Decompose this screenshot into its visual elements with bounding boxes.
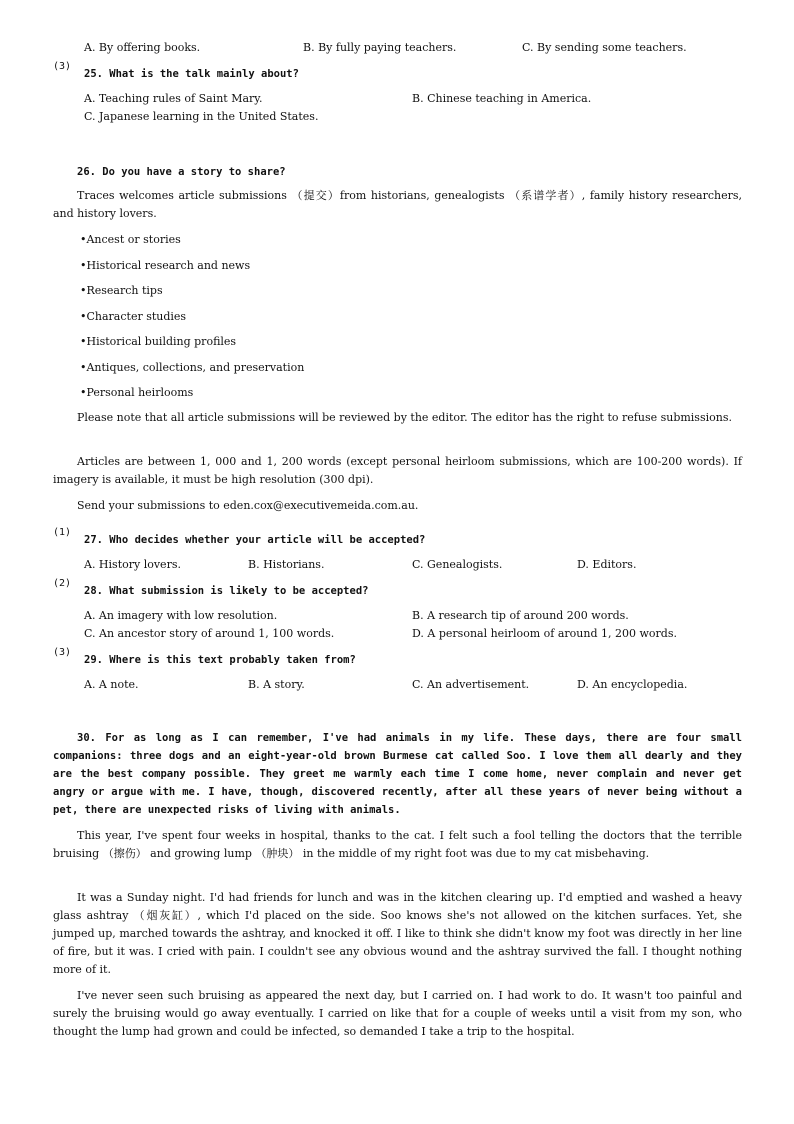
passage30-paragraph-3: It was a Sunday night. I'd had friends for lunch and was in the kitchen clearing up. I'd emptied and washed a heavy glass ashtray （烟灰缸）, which I'd placed on the side. Soo knows she's not allowed on the kitchen surfaces. Yet, she jumped up, marched towards the ashtray, and knocked it off. I like to think she didn't know my foot was directly in her line of fire, but it was. I cried with pain. I couldn't see any obvious wound and the ashtray survived the fall. I thought nothing more of it.	[53, 891, 742, 976]
q28-marker: (2)	[53, 578, 72, 589]
q29-option-a: A. A note.	[84, 678, 139, 691]
q29-option-d: D. An encyclopedia.	[577, 678, 688, 691]
q28-question: 28. What submission is likely to be accepted?	[84, 585, 369, 597]
q24-option-c: C. By sending some teachers.	[522, 41, 687, 54]
passage26-bullet: •Ancest or stories	[80, 233, 181, 246]
passage26-note: Please note that all article submissions will be reviewed by the editor. The editor has the right to refuse submissions.	[77, 411, 732, 424]
q27-question: 27. Who decides whether your article will be accepted?	[84, 534, 426, 546]
q27-option-a: A. History lovers.	[84, 558, 181, 571]
passage26-bullet: •Historical research and news	[80, 259, 251, 272]
q27-option-c: C. Genealogists.	[412, 558, 503, 571]
q29-option-b: B. A story.	[248, 678, 305, 691]
q28-option-d: D. A personal heirloom of around 1, 200 words.	[412, 627, 677, 640]
passage26-length: Articles are between 1, 000 and 1, 200 words (except personal heirloom submissions, which are 100-200 words). If imagery is available, it must be high resolution (300 dpi).	[53, 455, 742, 486]
q27-marker: (1)	[53, 527, 72, 538]
passage30-paragraph-2: This year, I've spent four weeks in hospital, thanks to the cat. I felt such a fool telling the doctors that the terrible bruising （擦伤） and growing lump （肿块） in the middle of my right foot was due to my cat misbehaving.	[53, 829, 742, 860]
passage26-send: Send your submissions to eden.cox@executivemeida.com.au.	[77, 499, 419, 512]
q25-question: 25. What is the talk mainly about?	[84, 68, 299, 80]
passage26-intro: Traces welcomes article submissions （提交）from historians, genealogists （系谱学者）, family history researchers, and history lovers.	[53, 189, 742, 220]
passage30-paragraph-4: I've never seen such bruising as appeared the next day, but I carried on. I had work to do. It wasn't too painful and surely the bruising would go away eventually. I carried on like that for a couple of weeks until a visit from my son, who thought the lump had grown and could be infected, so demanded I take a trip to the hospital.	[53, 989, 742, 1038]
q28-option-b: B. A research tip of around 200 words.	[412, 609, 629, 622]
passage26-bullet: •Historical building profiles	[80, 335, 237, 348]
q29-question: 29. Where is this text probably taken from?	[84, 654, 356, 666]
q25-option-c: C. Japanese learning in the United States.	[84, 110, 319, 123]
q25-option-a: A. Teaching rules of Saint Mary.	[84, 92, 263, 105]
q25-option-b: B. Chinese teaching in America.	[412, 92, 592, 105]
passage30-paragraph-1: 30. For as long as I can remember, I've had animals in my life. These days, there are four small companions: three dogs and an eight-year-old brown Burmese cat called Soo. I love them all dearly and they are the best company possible. They greet me warmly each time I come home, never complain and never get angry or argue with me. I have, though, discovered recently, after all these years of never being without a pet, there are unexpected risks of living with animals.	[53, 732, 742, 816]
passage26-bullet: •Antiques, collections, and preservation	[80, 361, 305, 374]
q27-option-d: D. Editors.	[577, 558, 637, 571]
q28-option-a: A. An imagery with low resolution.	[84, 609, 278, 622]
passage26-bullet: •Research tips	[80, 284, 163, 297]
q24-option-a: A. By offering books.	[84, 41, 201, 54]
q25-marker: (3)	[53, 61, 72, 72]
q28-option-c: C. An ancestor story of around 1, 100 words.	[84, 627, 335, 640]
q27-option-b: B. Historians.	[248, 558, 325, 571]
passage26-heading: 26. Do you have a story to share?	[77, 166, 286, 178]
q29-marker: (3)	[53, 647, 72, 658]
passage26-bullet: •Personal heirlooms	[80, 386, 194, 399]
q29-option-c: C. An advertisement.	[412, 678, 530, 691]
q24-option-b: B. By fully paying teachers.	[303, 41, 457, 54]
passage26-bullet: •Character studies	[80, 310, 187, 323]
